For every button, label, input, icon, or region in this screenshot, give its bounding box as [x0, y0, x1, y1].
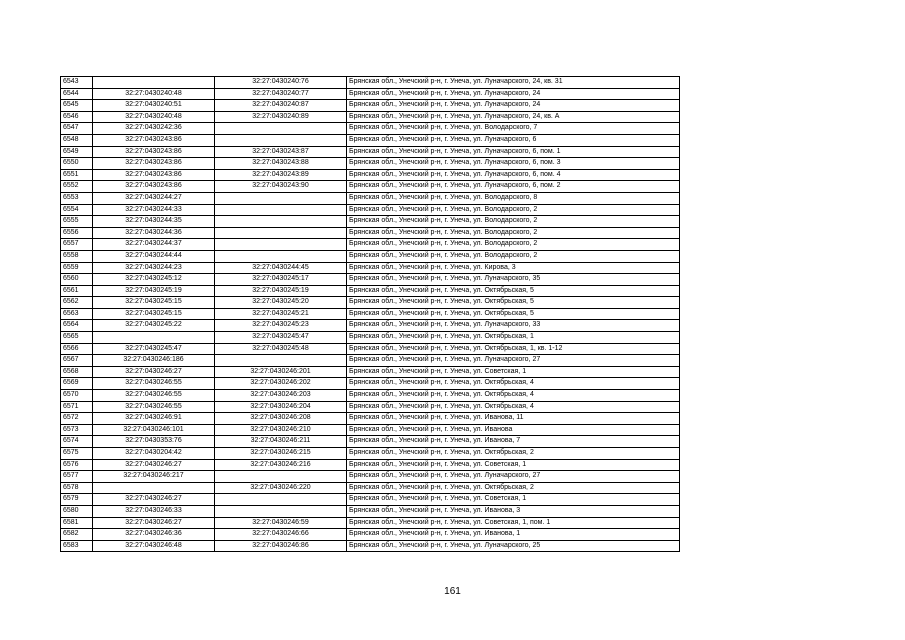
address-cell: Брянская обл., Унечский р-н, г. Унеча, ул. Октябрьская, 4 [347, 390, 680, 402]
table-row [61, 123, 680, 135]
related-cadastral-number-cell: 32:27:0430245:48 [215, 343, 347, 355]
related-cadastral-number-cell: 32:27:0430246:211 [215, 436, 347, 448]
table-row [61, 250, 680, 262]
address-cell: Брянская обл., Унечский р-н, г. Унеча, ул. Луначарского, 6, пом. 3 [347, 158, 680, 170]
cadastral-number-cell: 32:27:0430246:55 [93, 390, 215, 402]
address-cell: Брянская обл., Унечский р-н, г. Унеча, ул. Луначарского, 24 [347, 88, 680, 100]
address-cell: Брянская обл., Унечский р-н, г. Унеча, ул. Октябрьская, 4 [347, 401, 680, 413]
cadastral-number-cell [93, 482, 215, 494]
cadastral-number-cell: 32:27:0430243:86 [93, 146, 215, 158]
cadastral-number-cell: 32:27:0430244:36 [93, 227, 215, 239]
related-cadastral-number-cell: 32:27:0430246:220 [215, 482, 347, 494]
cadastral-number-cell: 32:27:0430243:86 [93, 158, 215, 170]
related-cadastral-number-cell [215, 239, 347, 251]
address-cell: Брянская обл., Унечский р-н, г. Унеча, ул. Иванова, 3 [347, 505, 680, 517]
table-row [61, 297, 680, 309]
cadastral-number-cell: 32:27:0430246:101 [93, 424, 215, 436]
row-number-cell: 6569 [61, 378, 93, 390]
row-number-cell: 6565 [61, 332, 93, 344]
table-row [61, 436, 680, 448]
table-row [61, 482, 680, 494]
row-number-cell: 6570 [61, 390, 93, 402]
row-number-cell: 6557 [61, 239, 93, 251]
table-row [61, 390, 680, 402]
cadastral-number-cell: 32:27:0430245:19 [93, 285, 215, 297]
address-cell: Брянская обл., Унечский р-н, г. Унеча, ул. Октябрьская, 1 [347, 332, 680, 344]
address-cell: Брянская обл., Унечский р-н, г. Унеча, ул. Октябрьская, 2 [347, 482, 680, 494]
cadastral-number-cell: 32:27:0430204:42 [93, 448, 215, 460]
cadastral-number-cell: 32:27:0430242:36 [93, 123, 215, 135]
table-row [61, 111, 680, 123]
row-number-cell: 6571 [61, 401, 93, 413]
address-cell: Брянская обл., Унечский р-н, г. Унеча, ул. Октябрьская, 5 [347, 297, 680, 309]
cadastral-number-cell: 32:27:0430246:55 [93, 401, 215, 413]
address-cell: Брянская обл., Унечский р-н, г. Унеча, ул. Володарского, 7 [347, 123, 680, 135]
row-number-cell: 6582 [61, 529, 93, 541]
related-cadastral-number-cell: 32:27:0430245:21 [215, 308, 347, 320]
cadastral-number-cell: 32:27:0430246:27 [93, 459, 215, 471]
row-number-cell: 6544 [61, 88, 93, 100]
row-number-cell: 6549 [61, 146, 93, 158]
address-cell: Брянская обл., Унечский р-н, г. Унеча, ул. Иванова [347, 424, 680, 436]
related-cadastral-number-cell: 32:27:0430240:76 [215, 77, 347, 89]
table-row [61, 227, 680, 239]
address-cell: Брянская обл., Унечский р-н, г. Унеча, ул. Луначарского, 33 [347, 320, 680, 332]
table-row [61, 343, 680, 355]
cadastral-number-cell: 32:27:0430245:12 [93, 274, 215, 286]
page-number: 161 [444, 586, 461, 597]
row-number-cell: 6567 [61, 355, 93, 367]
cadastral-number-cell: 32:27:0430244:33 [93, 204, 215, 216]
related-cadastral-number-cell: 32:27:0430243:89 [215, 169, 347, 181]
related-cadastral-number-cell: 32:27:0430243:87 [215, 146, 347, 158]
cadastral-number-cell: 32:27:0430353:76 [93, 436, 215, 448]
table-row [61, 529, 680, 541]
address-cell: Брянская обл., Унечский р-н, г. Унеча, ул. Советская, 1 [347, 366, 680, 378]
address-cell: Брянская обл., Унечский р-н, г. Унеча, ул. Советская, 1 [347, 494, 680, 506]
table-row [61, 285, 680, 297]
address-cell: Брянская обл., Унечский р-н, г. Унеча, ул. Кирова, 3 [347, 262, 680, 274]
address-cell: Брянская обл., Унечский р-н, г. Унеча, ул. Володарского, 2 [347, 204, 680, 216]
cadastral-number-cell: 32:27:0430244:37 [93, 239, 215, 251]
address-cell: Брянская обл., Унечский р-н, г. Унеча, ул. Луначарского, 24, кв. 31 [347, 77, 680, 89]
address-cell: Брянская обл., Унечский р-н, г. Унеча, ул. Советская, 1, пом. 1 [347, 517, 680, 529]
table-row [61, 401, 680, 413]
table-row [61, 262, 680, 274]
cadastral-number-cell: 32:27:0430246:27 [93, 366, 215, 378]
related-cadastral-number-cell [215, 134, 347, 146]
related-cadastral-number-cell: 32:27:0430246:86 [215, 540, 347, 552]
table-row [61, 332, 680, 344]
cadastral-number-cell: 32:27:0430244:44 [93, 250, 215, 262]
related-cadastral-number-cell: 32:27:0430246:210 [215, 424, 347, 436]
row-number-cell: 6560 [61, 274, 93, 286]
cadastral-number-cell: 32:27:0430246:217 [93, 471, 215, 483]
table-row [61, 448, 680, 460]
cadastral-number-cell: 32:27:0430244:35 [93, 216, 215, 228]
row-number-cell: 6558 [61, 250, 93, 262]
address-cell: Брянская обл., Унечский р-н, г. Унеча, ул. Володарского, 2 [347, 227, 680, 239]
related-cadastral-number-cell: 32:27:0430240:77 [215, 88, 347, 100]
row-number-cell: 6580 [61, 505, 93, 517]
table-row [61, 540, 680, 552]
address-cell: Брянская обл., Унечский р-н, г. Унеча, ул. Володарского, 8 [347, 192, 680, 204]
cadastral-number-cell: 32:27:0430246:186 [93, 355, 215, 367]
cadastral-number-cell: 32:27:0430245:47 [93, 343, 215, 355]
table-row [61, 505, 680, 517]
address-cell: Брянская обл., Унечский р-н, г. Унеча, ул. Луначарского, 27 [347, 355, 680, 367]
related-cadastral-number-cell: 32:27:0430246:59 [215, 517, 347, 529]
row-number-cell: 6563 [61, 308, 93, 320]
cadastral-number-cell [93, 77, 215, 89]
address-cell: Брянская обл., Унечский р-н, г. Унеча, ул. Октябрьская, 2 [347, 448, 680, 460]
table-row [61, 169, 680, 181]
address-cell: Брянская обл., Унечский р-н, г. Унеча, ул. Луначарского, 24 [347, 100, 680, 112]
row-number-cell: 6552 [61, 181, 93, 193]
table-row [61, 77, 680, 89]
related-cadastral-number-cell: 32:27:0430246:208 [215, 413, 347, 425]
related-cadastral-number-cell [215, 505, 347, 517]
cadastral-number-cell: 32:27:0430245:22 [93, 320, 215, 332]
cadastral-number-cell: 32:27:0430246:33 [93, 505, 215, 517]
related-cadastral-number-cell: 32:27:0430246:66 [215, 529, 347, 541]
related-cadastral-number-cell: 32:27:0430246:204 [215, 401, 347, 413]
cadastral-number-cell: 32:27:0430243:86 [93, 134, 215, 146]
row-number-cell: 6550 [61, 158, 93, 170]
table-row [61, 100, 680, 112]
row-number-cell: 6555 [61, 216, 93, 228]
related-cadastral-number-cell [215, 471, 347, 483]
related-cadastral-number-cell: 32:27:0430246:203 [215, 390, 347, 402]
table-row [61, 181, 680, 193]
address-cell: Брянская обл., Унечский р-н, г. Унеча, ул. Иванова, 11 [347, 413, 680, 425]
cadastral-number-cell: 32:27:0430243:86 [93, 181, 215, 193]
address-cell: Брянская обл., Унечский р-н, г. Унеча, ул. Октябрьская, 1, кв. 1-12 [347, 343, 680, 355]
row-number-cell: 6574 [61, 436, 93, 448]
row-number-cell: 6576 [61, 459, 93, 471]
registry-table [60, 76, 680, 552]
table-row [61, 355, 680, 367]
row-number-cell: 6578 [61, 482, 93, 494]
related-cadastral-number-cell: 32:27:0430243:90 [215, 181, 347, 193]
table-row [61, 459, 680, 471]
cadastral-number-cell: 32:27:0430243:86 [93, 169, 215, 181]
address-cell: Брянская обл., Унечский р-н, г. Унеча, ул. Луначарского, 6, пом. 2 [347, 181, 680, 193]
related-cadastral-number-cell: 32:27:0430246:201 [215, 366, 347, 378]
address-cell: Брянская обл., Унечский р-н, г. Унеча, ул. Иванова, 7 [347, 436, 680, 448]
related-cadastral-number-cell: 32:27:0430246:216 [215, 459, 347, 471]
cadastral-number-cell: 32:27:0430245:15 [93, 297, 215, 309]
cadastral-number-cell: 32:27:0430246:27 [93, 494, 215, 506]
related-cadastral-number-cell: 32:27:0430243:88 [215, 158, 347, 170]
row-number-cell: 6553 [61, 192, 93, 204]
address-cell: Брянская обл., Унечский р-н, г. Унеча, ул. Луначарского, 35 [347, 274, 680, 286]
related-cadastral-number-cell: 32:27:0430240:87 [215, 100, 347, 112]
address-cell: Брянская обл., Унечский р-н, г. Унеча, ул. Володарского, 2 [347, 239, 680, 251]
address-cell: Брянская обл., Унечский р-н, г. Унеча, ул. Луначарского, 24, кв. А [347, 111, 680, 123]
row-number-cell: 6564 [61, 320, 93, 332]
table-row [61, 413, 680, 425]
row-number-cell: 6546 [61, 111, 93, 123]
table-row [61, 471, 680, 483]
row-number-cell: 6562 [61, 297, 93, 309]
cadastral-number-cell: 32:27:0430240:48 [93, 88, 215, 100]
cadastral-number-cell: 32:27:0430245:15 [93, 308, 215, 320]
cadastral-number-cell: 32:27:0430240:48 [93, 111, 215, 123]
address-cell: Брянская обл., Унечский р-н, г. Унеча, ул. Володарского, 2 [347, 250, 680, 262]
address-cell: Брянская обл., Унечский р-н, г. Унеча, ул. Володарского, 2 [347, 216, 680, 228]
cadastral-number-cell: 32:27:0430240:51 [93, 100, 215, 112]
table-row [61, 192, 680, 204]
cadastral-number-cell: 32:27:0430246:48 [93, 540, 215, 552]
table-row [61, 274, 680, 286]
cadastral-number-cell: 32:27:0430244:27 [93, 192, 215, 204]
table-row [61, 517, 680, 529]
table-row [61, 146, 680, 158]
row-number-cell: 6568 [61, 366, 93, 378]
table-row [61, 158, 680, 170]
row-number-cell: 6556 [61, 227, 93, 239]
related-cadastral-number-cell [215, 227, 347, 239]
address-cell: Брянская обл., Унечский р-н, г. Унеча, ул. Луначарского, 25 [347, 540, 680, 552]
related-cadastral-number-cell [215, 355, 347, 367]
registry-table-body [61, 77, 680, 552]
row-number-cell: 6573 [61, 424, 93, 436]
address-cell: Брянская обл., Унечский р-н, г. Унеча, ул. Луначарского, 6 [347, 134, 680, 146]
row-number-cell: 6583 [61, 540, 93, 552]
related-cadastral-number-cell: 32:27:0430244:45 [215, 262, 347, 274]
table-row [61, 366, 680, 378]
table-row [61, 378, 680, 390]
address-cell: Брянская обл., Унечский р-н, г. Унеча, ул. Октябрьская, 5 [347, 308, 680, 320]
table-row [61, 216, 680, 228]
row-number-cell: 6545 [61, 100, 93, 112]
row-number-cell: 6547 [61, 123, 93, 135]
table-row [61, 494, 680, 506]
row-number-cell: 6572 [61, 413, 93, 425]
related-cadastral-number-cell [215, 494, 347, 506]
row-number-cell: 6543 [61, 77, 93, 89]
table-row [61, 320, 680, 332]
related-cadastral-number-cell: 32:27:0430245:19 [215, 285, 347, 297]
related-cadastral-number-cell: 32:27:0430240:89 [215, 111, 347, 123]
address-cell: Брянская обл., Унечский р-н, г. Унеча, ул. Луначарского, 6, пом. 1 [347, 146, 680, 158]
row-number-cell: 6548 [61, 134, 93, 146]
cadastral-number-cell: 32:27:0430246:91 [93, 413, 215, 425]
address-cell: Брянская обл., Унечский р-н, г. Унеча, ул. Луначарского, 27 [347, 471, 680, 483]
table-row [61, 88, 680, 100]
row-number-cell: 6561 [61, 285, 93, 297]
row-number-cell: 6551 [61, 169, 93, 181]
related-cadastral-number-cell [215, 204, 347, 216]
cadastral-number-cell: 32:27:0430246:36 [93, 529, 215, 541]
row-number-cell: 6554 [61, 204, 93, 216]
address-cell: Брянская обл., Унечский р-н, г. Унеча, ул. Советская, 1 [347, 459, 680, 471]
cadastral-number-cell: 32:27:0430244:23 [93, 262, 215, 274]
related-cadastral-number-cell [215, 123, 347, 135]
related-cadastral-number-cell: 32:27:0430246:202 [215, 378, 347, 390]
address-cell: Брянская обл., Унечский р-н, г. Унеча, ул. Луначарского, 6, пом. 4 [347, 169, 680, 181]
address-cell: Брянская обл., Унечский р-н, г. Унеча, ул. Иванова, 1 [347, 529, 680, 541]
row-number-cell: 6559 [61, 262, 93, 274]
table-row [61, 134, 680, 146]
related-cadastral-number-cell [215, 192, 347, 204]
row-number-cell: 6577 [61, 471, 93, 483]
related-cadastral-number-cell [215, 216, 347, 228]
related-cadastral-number-cell: 32:27:0430245:20 [215, 297, 347, 309]
related-cadastral-number-cell [215, 250, 347, 262]
related-cadastral-number-cell: 32:27:0430245:47 [215, 332, 347, 344]
cadastral-number-cell [93, 332, 215, 344]
row-number-cell: 6566 [61, 343, 93, 355]
row-number-cell: 6579 [61, 494, 93, 506]
table-row [61, 239, 680, 251]
table-row [61, 308, 680, 320]
cadastral-number-cell: 32:27:0430246:27 [93, 517, 215, 529]
row-number-cell: 6581 [61, 517, 93, 529]
table-row [61, 424, 680, 436]
row-number-cell: 6575 [61, 448, 93, 460]
related-cadastral-number-cell: 32:27:0430245:23 [215, 320, 347, 332]
related-cadastral-number-cell: 32:27:0430246:215 [215, 448, 347, 460]
table-row [61, 204, 680, 216]
address-cell: Брянская обл., Унечский р-н, г. Унеча, ул. Октябрьская, 4 [347, 378, 680, 390]
address-cell: Брянская обл., Унечский р-н, г. Унеча, ул. Октябрьская, 5 [347, 285, 680, 297]
related-cadastral-number-cell: 32:27:0430245:17 [215, 274, 347, 286]
cadastral-number-cell: 32:27:0430246:55 [93, 378, 215, 390]
